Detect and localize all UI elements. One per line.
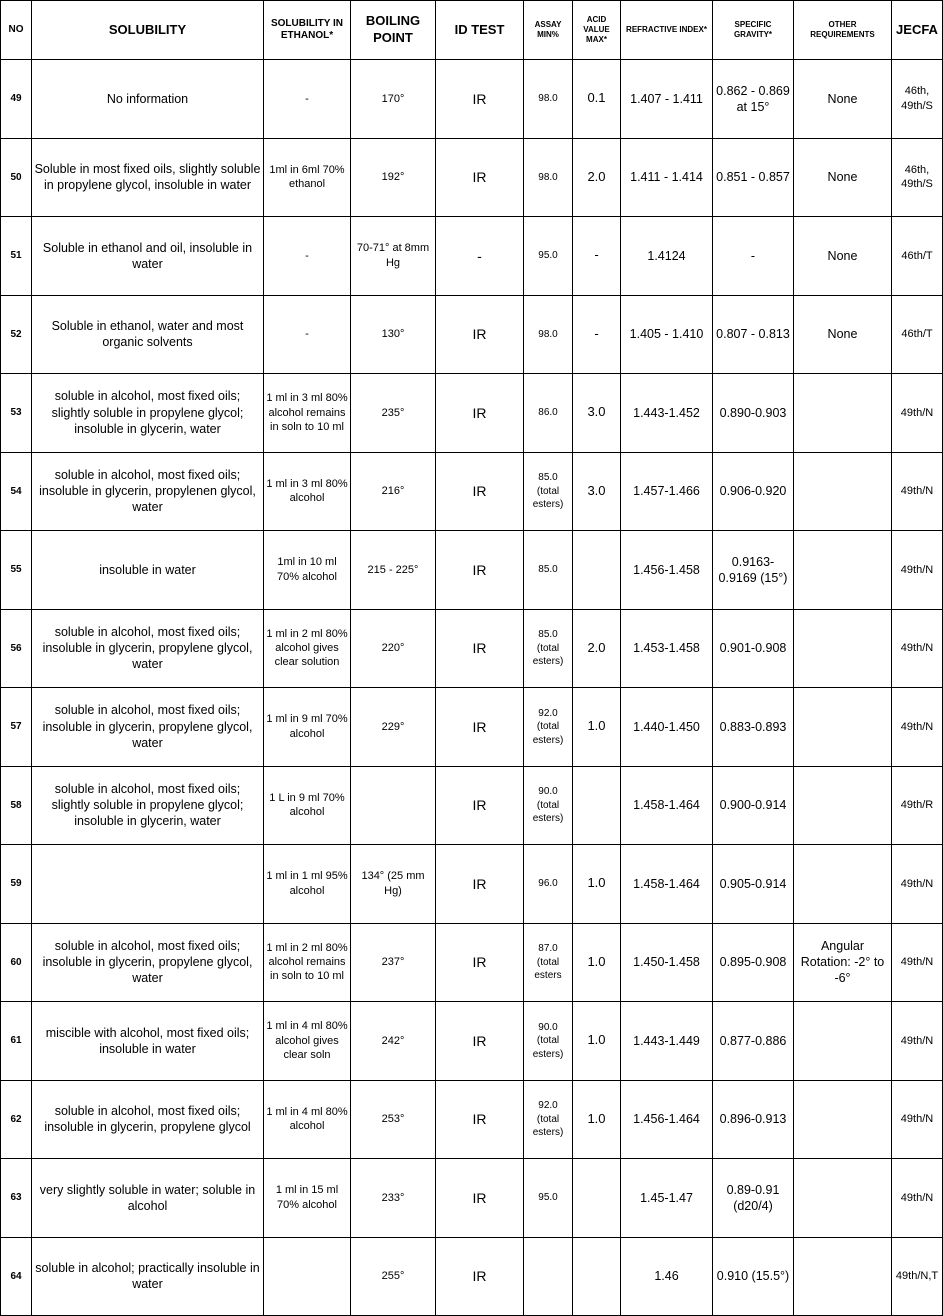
cell-boiling-point: 229° bbox=[351, 688, 436, 767]
cell-assay: 92.0 (total esters) bbox=[524, 1080, 573, 1159]
cell-other-requirements: None bbox=[794, 217, 892, 296]
cell-boiling-point: 242° bbox=[351, 1002, 436, 1081]
cell-specific-gravity: 0.896-0.913 bbox=[713, 1080, 794, 1159]
cell-jecfa: 49th/R bbox=[892, 766, 943, 845]
cell-specific-gravity: 0.89-0.91 (d20/4) bbox=[713, 1159, 794, 1238]
cell-assay: 90.0 (total esters) bbox=[524, 766, 573, 845]
cell-specific-gravity: 0.9163-0.9169 (15°) bbox=[713, 531, 794, 610]
cell-id-test: IR bbox=[436, 1002, 524, 1081]
cell-specific-gravity: 0.910 (15.5°) bbox=[713, 1237, 794, 1316]
cell-boiling-point: 215 - 225° bbox=[351, 531, 436, 610]
cell-id-test: IR bbox=[436, 295, 524, 374]
cell-assay: 85.0 bbox=[524, 531, 573, 610]
cell-boiling-point: 134° (25 mm Hg) bbox=[351, 845, 436, 924]
cell-refractive-index: 1.411 - 1.414 bbox=[621, 138, 713, 217]
cell-other-requirements: Angular Rotation: -2° to -6° bbox=[794, 923, 892, 1002]
cell-boiling-point: 192° bbox=[351, 138, 436, 217]
cell-acid-value: 0.1 bbox=[573, 60, 621, 139]
header-id-test: ID TEST bbox=[436, 1, 524, 60]
cell-solubility-ethanol: 1 ml in 1 ml 95% alcohol bbox=[264, 845, 351, 924]
table-row bbox=[1, 609, 943, 688]
cell-other-requirements: None bbox=[794, 295, 892, 374]
cell-solubility: soluble in alcohol, most fixed oils; insoluble in glycerin, propylene glycol, water bbox=[32, 688, 264, 767]
cell-jecfa: 46th, 49th/S bbox=[892, 138, 943, 217]
table-row bbox=[1, 60, 943, 139]
cell-solubility: soluble in alcohol, most fixed oils; slightly soluble in propylene glycol; insoluble in glycerin, water bbox=[32, 374, 264, 453]
cell-acid-value bbox=[573, 1237, 621, 1316]
cell-jecfa: 46th, 49th/S bbox=[892, 60, 943, 139]
cell-acid-value: 3.0 bbox=[573, 374, 621, 453]
cell-solubility bbox=[32, 845, 264, 924]
cell-solubility-ethanol: 1 ml in 2 ml 80% alcohol remains in soln to 10 ml bbox=[264, 923, 351, 1002]
cell-no: 55 bbox=[1, 531, 32, 610]
cell-acid-value: - bbox=[573, 217, 621, 296]
header-solubility: SOLUBILITY bbox=[32, 1, 264, 60]
table-row bbox=[1, 1159, 943, 1238]
cell-id-test: - bbox=[436, 217, 524, 296]
cell-acid-value: 2.0 bbox=[573, 138, 621, 217]
header-boiling-point: BOILING POINT bbox=[351, 1, 436, 60]
cell-id-test: IR bbox=[436, 766, 524, 845]
cell-assay bbox=[524, 1237, 573, 1316]
cell-refractive-index: 1.440-1.450 bbox=[621, 688, 713, 767]
cell-solubility: soluble in alcohol, most fixed oils; insoluble in glycerin, propylene glycol, water bbox=[32, 609, 264, 688]
cell-assay: 85.0 (total esters) bbox=[524, 452, 573, 531]
cell-id-test: IR bbox=[436, 1080, 524, 1159]
table-row bbox=[1, 295, 943, 374]
cell-specific-gravity: 0.901-0.908 bbox=[713, 609, 794, 688]
cell-other-requirements bbox=[794, 531, 892, 610]
header-acid-value: ACID VALUE MAX* bbox=[573, 1, 621, 60]
header-no: NO bbox=[1, 1, 32, 60]
cell-jecfa: 49th/N bbox=[892, 374, 943, 453]
cell-refractive-index: 1.405 - 1.410 bbox=[621, 295, 713, 374]
cell-refractive-index: 1.456-1.458 bbox=[621, 531, 713, 610]
cell-specific-gravity: 0.895-0.908 bbox=[713, 923, 794, 1002]
header-solubility-ethanol: SOLUBILITY IN ETHANOL* bbox=[264, 1, 351, 60]
cell-acid-value: 1.0 bbox=[573, 845, 621, 924]
cell-id-test: IR bbox=[436, 452, 524, 531]
cell-assay: 96.0 bbox=[524, 845, 573, 924]
cell-id-test: IR bbox=[436, 374, 524, 453]
cell-refractive-index: 1.443-1.452 bbox=[621, 374, 713, 453]
cell-no: 60 bbox=[1, 923, 32, 1002]
table-row bbox=[1, 766, 943, 845]
cell-boiling-point bbox=[351, 766, 436, 845]
table-row bbox=[1, 531, 943, 610]
cell-no: 57 bbox=[1, 688, 32, 767]
cell-other-requirements bbox=[794, 845, 892, 924]
table-row bbox=[1, 1080, 943, 1159]
cell-solubility-ethanol: - bbox=[264, 60, 351, 139]
cell-jecfa: 49th/N,T bbox=[892, 1237, 943, 1316]
header-specific-gravity: SPECIFIC GRAVITY* bbox=[713, 1, 794, 60]
cell-solubility: soluble in alcohol, most fixed oils; insoluble in glycerin, propylene glycol bbox=[32, 1080, 264, 1159]
cell-solubility-ethanol: 1 ml in 4 ml 80% alcohol bbox=[264, 1080, 351, 1159]
table-row bbox=[1, 217, 943, 296]
cell-solubility: very slightly soluble in water; soluble in alcohol bbox=[32, 1159, 264, 1238]
cell-refractive-index: 1.456-1.464 bbox=[621, 1080, 713, 1159]
cell-refractive-index: 1.458-1.464 bbox=[621, 766, 713, 845]
cell-solubility-ethanol: 1 ml in 3 ml 80% alcohol remains in soln to 10 ml bbox=[264, 374, 351, 453]
cell-refractive-index: 1.457-1.466 bbox=[621, 452, 713, 531]
cell-no: 50 bbox=[1, 138, 32, 217]
cell-other-requirements bbox=[794, 609, 892, 688]
cell-boiling-point: 220° bbox=[351, 609, 436, 688]
table-row bbox=[1, 1237, 943, 1316]
cell-jecfa: 49th/N bbox=[892, 845, 943, 924]
cell-boiling-point: 255° bbox=[351, 1237, 436, 1316]
cell-assay: 95.0 bbox=[524, 217, 573, 296]
cell-no: 54 bbox=[1, 452, 32, 531]
table-row bbox=[1, 923, 943, 1002]
cell-other-requirements: None bbox=[794, 60, 892, 139]
cell-acid-value bbox=[573, 531, 621, 610]
cell-other-requirements bbox=[794, 1002, 892, 1081]
cell-jecfa: 49th/N bbox=[892, 1159, 943, 1238]
cell-no: 59 bbox=[1, 845, 32, 924]
cell-jecfa: 49th/N bbox=[892, 452, 943, 531]
cell-solubility-ethanol: 1ml in 10 ml 70% alcohol bbox=[264, 531, 351, 610]
cell-solubility: Soluble in most fixed oils, slightly soluble in propylene glycol, insoluble in water bbox=[32, 138, 264, 217]
cell-id-test: IR bbox=[436, 531, 524, 610]
cell-assay: 92.0 (total esters) bbox=[524, 688, 573, 767]
cell-assay: 95.0 bbox=[524, 1159, 573, 1238]
cell-specific-gravity: 0.807 - 0.813 bbox=[713, 295, 794, 374]
cell-solubility-ethanol bbox=[264, 1237, 351, 1316]
header-row bbox=[1, 1, 943, 60]
cell-acid-value bbox=[573, 766, 621, 845]
cell-jecfa: 46th/T bbox=[892, 295, 943, 374]
cell-jecfa: 49th/N bbox=[892, 923, 943, 1002]
cell-id-test: IR bbox=[436, 1159, 524, 1238]
cell-no: 63 bbox=[1, 1159, 32, 1238]
cell-other-requirements bbox=[794, 1237, 892, 1316]
table-row bbox=[1, 374, 943, 453]
cell-solubility-ethanol: 1 ml in 9 ml 70% alcohol bbox=[264, 688, 351, 767]
cell-id-test: IR bbox=[436, 923, 524, 1002]
cell-acid-value: 1.0 bbox=[573, 923, 621, 1002]
header-jecfa: JECFA bbox=[892, 1, 943, 60]
cell-no: 53 bbox=[1, 374, 32, 453]
cell-no: 62 bbox=[1, 1080, 32, 1159]
header-assay: ASSAY MIN% bbox=[524, 1, 573, 60]
cell-boiling-point: 216° bbox=[351, 452, 436, 531]
table-row bbox=[1, 688, 943, 767]
table-row bbox=[1, 138, 943, 217]
cell-refractive-index: 1.407 - 1.411 bbox=[621, 60, 713, 139]
cell-jecfa: 49th/N bbox=[892, 688, 943, 767]
cell-jecfa: 46th/T bbox=[892, 217, 943, 296]
cell-specific-gravity: 0.905-0.914 bbox=[713, 845, 794, 924]
cell-assay: 98.0 bbox=[524, 295, 573, 374]
cell-acid-value: 2.0 bbox=[573, 609, 621, 688]
cell-specific-gravity: 0.862 - 0.869 at 15° bbox=[713, 60, 794, 139]
cell-solubility: insoluble in water bbox=[32, 531, 264, 610]
cell-boiling-point: 237° bbox=[351, 923, 436, 1002]
table-row bbox=[1, 845, 943, 924]
cell-id-test: IR bbox=[436, 688, 524, 767]
cell-boiling-point: 170° bbox=[351, 60, 436, 139]
cell-refractive-index: 1.46 bbox=[621, 1237, 713, 1316]
cell-solubility-ethanol: 1ml in 6ml 70% ethanol bbox=[264, 138, 351, 217]
cell-solubility: Soluble in ethanol, water and most organic solvents bbox=[32, 295, 264, 374]
cell-boiling-point: 233° bbox=[351, 1159, 436, 1238]
cell-solubility: soluble in alcohol, most fixed oils; insoluble in glycerin, propylene glycol, water bbox=[32, 923, 264, 1002]
cell-other-requirements bbox=[794, 688, 892, 767]
cell-specific-gravity: 0.877-0.886 bbox=[713, 1002, 794, 1081]
cell-refractive-index: 1.458-1.464 bbox=[621, 845, 713, 924]
cell-solubility-ethanol: 1 ml in 4 ml 80% alcohol gives clear soln bbox=[264, 1002, 351, 1081]
cell-solubility: soluble in alcohol; practically insoluble in water bbox=[32, 1237, 264, 1316]
cell-id-test: IR bbox=[436, 609, 524, 688]
cell-boiling-point: 70-71° at 8mm Hg bbox=[351, 217, 436, 296]
cell-acid-value bbox=[573, 1159, 621, 1238]
cell-refractive-index: 1.453-1.458 bbox=[621, 609, 713, 688]
cell-assay: 85.0 (total esters) bbox=[524, 609, 573, 688]
header-other-requirements: OTHER REQUIREMENTS bbox=[794, 1, 892, 60]
header-refractive-index: REFRACTIVE INDEX* bbox=[621, 1, 713, 60]
cell-solubility-ethanol: 1 L in 9 ml 70% alcohol bbox=[264, 766, 351, 845]
cell-jecfa: 49th/N bbox=[892, 609, 943, 688]
cell-no: 52 bbox=[1, 295, 32, 374]
cell-id-test: IR bbox=[436, 138, 524, 217]
cell-refractive-index: 1.4124 bbox=[621, 217, 713, 296]
cell-other-requirements bbox=[794, 766, 892, 845]
cell-other-requirements bbox=[794, 374, 892, 453]
cell-assay: 98.0 bbox=[524, 60, 573, 139]
cell-specific-gravity: 0.890-0.903 bbox=[713, 374, 794, 453]
cell-acid-value: 1.0 bbox=[573, 1002, 621, 1081]
cell-solubility: Soluble in ethanol and oil, insoluble in water bbox=[32, 217, 264, 296]
cell-acid-value: 1.0 bbox=[573, 1080, 621, 1159]
cell-jecfa: 49th/N bbox=[892, 1080, 943, 1159]
cell-assay: 86.0 bbox=[524, 374, 573, 453]
cell-no: 61 bbox=[1, 1002, 32, 1081]
cell-acid-value: - bbox=[573, 295, 621, 374]
cell-specific-gravity: - bbox=[713, 217, 794, 296]
cell-other-requirements bbox=[794, 452, 892, 531]
cell-specific-gravity: 0.906-0.920 bbox=[713, 452, 794, 531]
table-row bbox=[1, 452, 943, 531]
cell-id-test: IR bbox=[436, 845, 524, 924]
cell-solubility-ethanol: 1 ml in 15 ml 70% alcohol bbox=[264, 1159, 351, 1238]
cell-id-test: IR bbox=[436, 1237, 524, 1316]
cell-boiling-point: 235° bbox=[351, 374, 436, 453]
cell-solubility-ethanol: 1 ml in 3 ml 80% alcohol bbox=[264, 452, 351, 531]
table-row bbox=[1, 1002, 943, 1081]
cell-boiling-point: 253° bbox=[351, 1080, 436, 1159]
cell-no: 51 bbox=[1, 217, 32, 296]
cell-assay: 90.0 (total esters) bbox=[524, 1002, 573, 1081]
cell-solubility: miscible with alcohol, most fixed oils; insoluble in water bbox=[32, 1002, 264, 1081]
cell-solubility: No information bbox=[32, 60, 264, 139]
cell-acid-value: 1.0 bbox=[573, 688, 621, 767]
cell-specific-gravity: 0.851 - 0.857 bbox=[713, 138, 794, 217]
cell-no: 56 bbox=[1, 609, 32, 688]
cell-jecfa: 49th/N bbox=[892, 1002, 943, 1081]
cell-other-requirements: None bbox=[794, 138, 892, 217]
cell-refractive-index: 1.45-1.47 bbox=[621, 1159, 713, 1238]
cell-refractive-index: 1.443-1.449 bbox=[621, 1002, 713, 1081]
cell-solubility: soluble in alcohol, most fixed oils; insoluble in glycerin, propylenen glycol, water bbox=[32, 452, 264, 531]
cell-assay: 87.0 (total esters bbox=[524, 923, 573, 1002]
cell-solubility-ethanol: - bbox=[264, 217, 351, 296]
cell-assay: 98.0 bbox=[524, 138, 573, 217]
cell-no: 58 bbox=[1, 766, 32, 845]
cell-no: 49 bbox=[1, 60, 32, 139]
cell-boiling-point: 130° bbox=[351, 295, 436, 374]
cell-refractive-index: 1.450-1.458 bbox=[621, 923, 713, 1002]
cell-other-requirements bbox=[794, 1080, 892, 1159]
cell-id-test: IR bbox=[436, 60, 524, 139]
cell-other-requirements bbox=[794, 1159, 892, 1238]
cell-acid-value: 3.0 bbox=[573, 452, 621, 531]
cell-solubility-ethanol: - bbox=[264, 295, 351, 374]
cell-jecfa: 49th/N bbox=[892, 531, 943, 610]
cell-specific-gravity: 0.900-0.914 bbox=[713, 766, 794, 845]
cell-specific-gravity: 0.883-0.893 bbox=[713, 688, 794, 767]
cell-no: 64 bbox=[1, 1237, 32, 1316]
cell-solubility-ethanol: 1 ml in 2 ml 80% alcohol gives clear solution bbox=[264, 609, 351, 688]
cell-solubility: soluble in alcohol, most fixed oils; slightly soluble in propylene glycol; insoluble in glycerin, water bbox=[32, 766, 264, 845]
